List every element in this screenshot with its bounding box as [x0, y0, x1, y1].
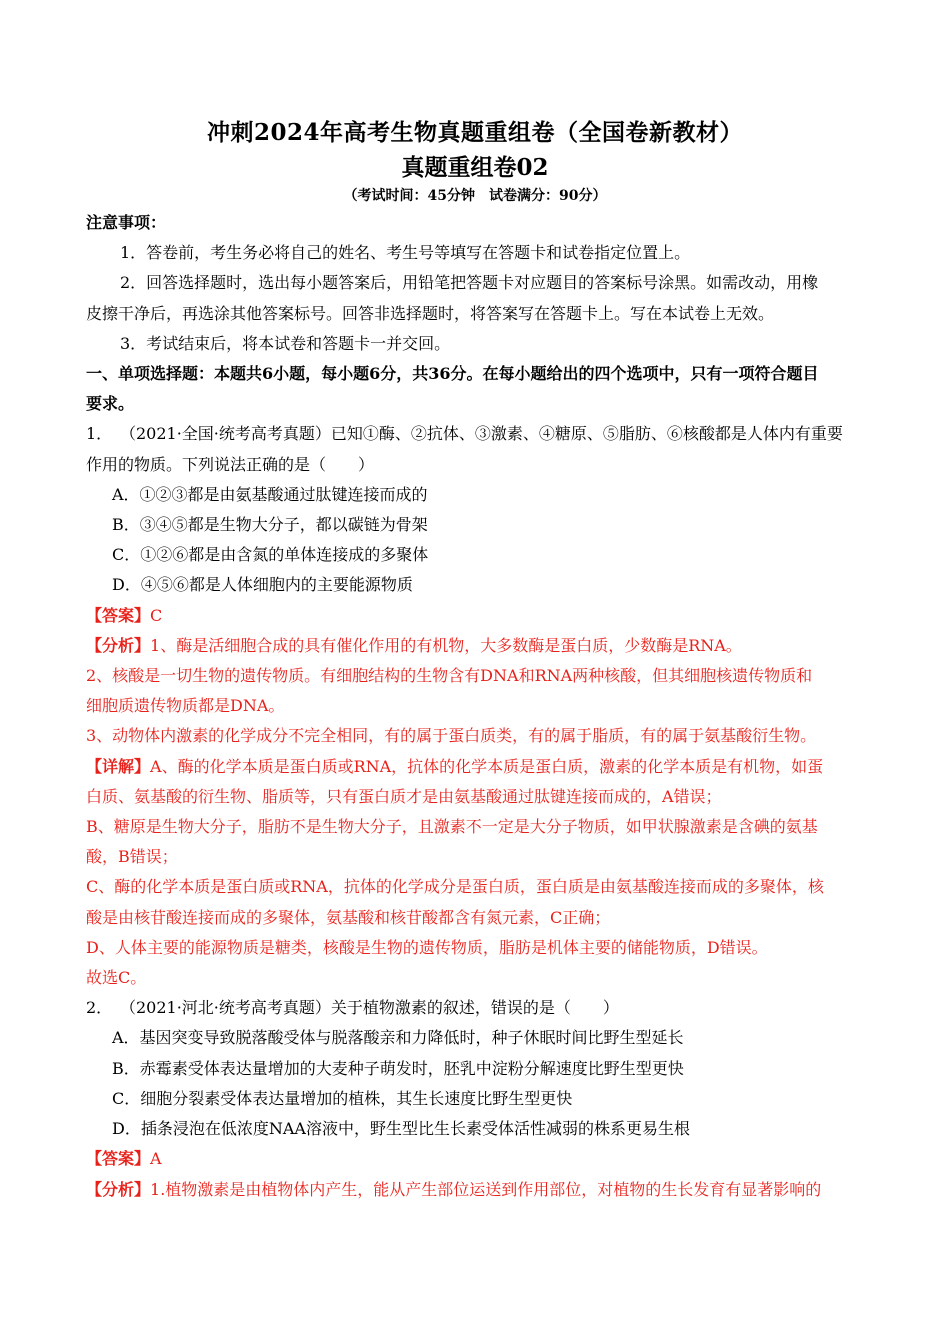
q1-stem-line-1	[86, 419, 866, 449]
q1-number: 1．	[86, 424, 113, 444]
section-heading-line-2: 要求。	[86, 394, 135, 414]
exam-info: （考试时间：45分钟 试卷满分：90分）	[343, 188, 607, 204]
section-heading-line-1: 一、单项选择题：本题共6小题，每小题6分，共36分。在每小题给出的四个选项中，只有一项符合题目	[86, 364, 819, 384]
note-item-2-line-1: 2．回答选择题时，选出每小题答案后，用铅笔把答题卡对应题目的答案标号涂黑。如需改动，用橡	[120, 273, 819, 293]
q2-answer-value: A	[150, 1149, 162, 1169]
q2-option-d: D．插条浸泡在低浓度NAA溶液中，野生型比生长素受体活性减弱的株系更易生根	[112, 1119, 690, 1139]
q1-detail-a-line-2: 白质、氨基酸的衍生物、脂质等，只有蛋白质才是由氨基酸通过肽键连接而成的，A错误；	[86, 786, 722, 806]
q1-detail-a-text: A、酶的化学本质是蛋白质或RNA，抗体的化学本质是蛋白质，激素的化学本质是有机物，如蛋	[150, 756, 824, 776]
q1-analysis-2-line-2: 细胞质遗传物质都是DNA。	[86, 696, 285, 716]
q1-detail-b-line-2: 酸，B错误；	[86, 847, 178, 867]
q1-option-b: B．③④⑤都是生物大分子，都以碳链为骨架	[112, 515, 428, 535]
document-subtitle: 真题重组卷02	[401, 154, 549, 181]
q2-answer	[86, 1144, 866, 1174]
q1-answer-label: 【答案】	[86, 605, 151, 625]
q1-detail-c-line-1: C、酶的化学本质是蛋白质或RNA，抗体的化学成分是蛋白质，蛋白质是由氨基酸连接而成的多聚体，核	[86, 877, 824, 897]
q2-stem	[86, 993, 866, 1023]
q1-detail-c-line-2: 酸是由核苷酸连接而成的多聚体，氨基酸和核苷酸都含有氮元素，C正确；	[86, 907, 611, 927]
document-title: 冲刺2024年高考生物真题重组卷（全国卷新教材）	[206, 119, 743, 146]
q1-option-a: A．①②③都是由氨基酸通过肽键连接而成的	[112, 484, 428, 504]
q2-stem-text: （2021·河北·统考高考真题）关于植物激素的叙述，错误的是（ ）	[120, 998, 619, 1018]
q2-option-c: C．细胞分裂素受体表达量增加的植株，其生长速度比野生型更快	[112, 1088, 573, 1108]
q2-option-b: B．赤霉素受体表达量增加的大麦种子萌发时，胚乳中淀粉分解速度比野生型更快	[112, 1058, 684, 1078]
q1-detail-d: D、人体主要的能源物质是糖类，核酸是生物的遗传物质，脂肪是机体主要的储能物质，D错误。	[86, 937, 768, 957]
q1-detail-b-line-1: B、糖原是生物大分子，脂肪不是生物大分子，且激素不一定是大分子物质，如甲状腺激素是含碘的氨基	[86, 817, 818, 837]
q1-answer-value: C	[150, 605, 163, 625]
q1-option-c: C．①②⑥都是由含氮的单体连接成的多聚体	[112, 545, 429, 565]
q2-analysis-label: 【分析】	[86, 1179, 151, 1199]
q2-option-a: A．基因突变导致脱落酸受体与脱落酸亲和力降低时，种子休眠时间比野生型延长	[112, 1028, 684, 1048]
q1-analysis-label: 【分析】	[86, 635, 151, 655]
q1-detail-label: 【详解】	[86, 756, 151, 776]
document-body	[86, 208, 866, 1205]
q2-analysis-1	[86, 1175, 866, 1205]
q1-detail-a-line-1	[86, 752, 866, 782]
q1-stem-text: （2021·全国·统考高考真题）已知①酶、②抗体、③激素、④糖原、⑤脂肪、⑥核酸都是人体内有重要	[120, 424, 843, 444]
q2-answer-label: 【答案】	[86, 1149, 151, 1169]
q2-analysis-1-text: 1.植物激素是由植物体内产生，能从产生部位运送到作用部位，对植物的生长发育有显著影响的	[150, 1179, 822, 1199]
q1-answer	[86, 601, 866, 631]
notes-heading: 注意事项：	[86, 213, 167, 232]
q1-analysis-2-line-1: 2、核酸是一切生物的遗传物质。有细胞结构的生物含有DNA和RNA两种核酸，但其细胞核遗传物质和	[86, 666, 813, 686]
q1-analysis-3: 3、动物体内激素的化学成分不完全相同，有的属于蛋白质类，有的属于脂质，有的属于氨基酸衍生物。	[86, 726, 817, 746]
note-item-1: 1．答卷前，考生务必将自己的姓名、考生号等填写在答题卡和试卷指定位置上。	[120, 243, 691, 263]
q1-stem-line-2: 作用的物质。下列说法正确的是（ ）	[86, 454, 375, 474]
q1-analysis-1	[86, 631, 866, 661]
q1-analysis-1-text: 1、酶是活细胞合成的具有催化作用的有机物，大多数酶是蛋白质，少数酶是RNA。	[150, 635, 742, 655]
note-item-2-line-2: 皮擦干净后，再选涂其他答案标号。回答非选择题时，将答案写在答题卡上。写在本试卷上无效。	[86, 303, 775, 323]
note-item-3: 3．考试结束后，将本试卷和答题卡一并交回。	[120, 333, 451, 353]
q1-option-d: D．④⑤⑥都是人体细胞内的主要能源物质	[112, 575, 413, 595]
q2-number: 2．	[86, 998, 113, 1018]
q1-conclusion: 故选C。	[86, 968, 147, 988]
